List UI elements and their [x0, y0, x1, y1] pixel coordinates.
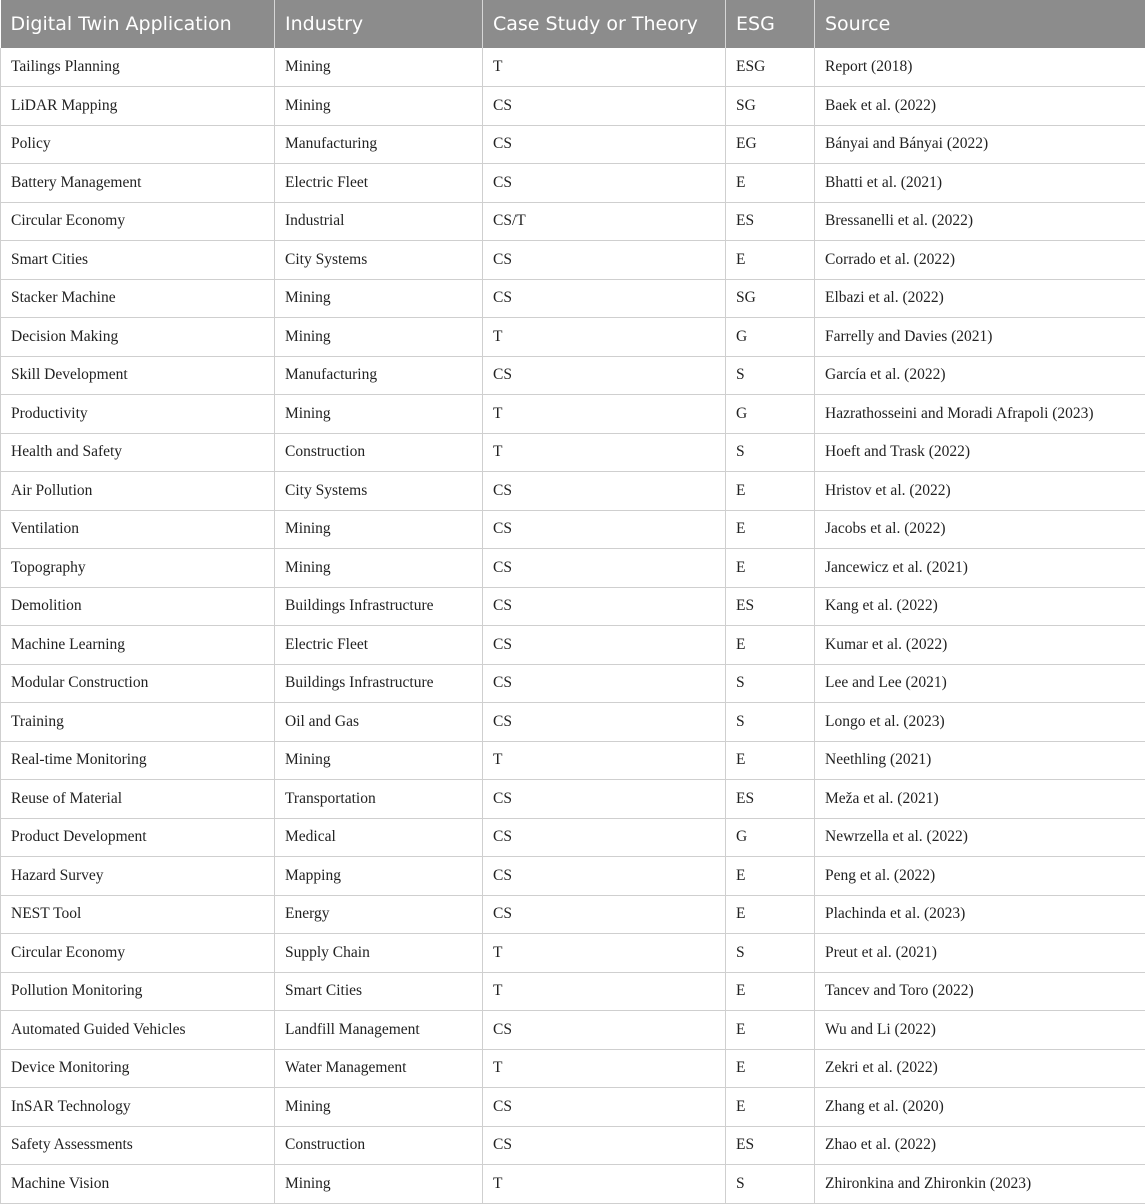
cell-esg: E: [726, 741, 815, 780]
cell-case-study-or-theory: CS: [483, 626, 726, 665]
cell-industry: Manufacturing: [275, 125, 483, 164]
cell-esg: E: [726, 857, 815, 896]
cell-esg: E: [726, 549, 815, 588]
cell-application: Battery Management: [1, 164, 275, 203]
cell-industry: City Systems: [275, 472, 483, 511]
table-row: [1, 741, 1145, 780]
cell-esg: SG: [726, 87, 815, 126]
header-application: Digital Twin Application: [1, 0, 275, 48]
cell-esg: E: [726, 1011, 815, 1050]
cell-application: Health and Safety: [1, 433, 275, 472]
cell-industry: Mining: [275, 48, 483, 87]
cell-industry: Smart Cities: [275, 972, 483, 1011]
cell-case-study-or-theory: T: [483, 395, 726, 434]
cell-source: Hristov et al. (2022): [815, 472, 1145, 511]
table-row: [1, 356, 1145, 395]
cell-esg: S: [726, 703, 815, 742]
cell-application: Smart Cities: [1, 241, 275, 280]
header-case-study-or-theory: Case Study or Theory: [483, 0, 726, 48]
cell-source: Kang et al. (2022): [815, 587, 1145, 626]
cell-industry: Mining: [275, 741, 483, 780]
cell-case-study-or-theory: CS: [483, 1088, 726, 1127]
cell-application: NEST Tool: [1, 895, 275, 934]
cell-industry: Water Management: [275, 1049, 483, 1088]
cell-application: Skill Development: [1, 356, 275, 395]
cell-esg: ESG: [726, 48, 815, 87]
table-row: [1, 780, 1145, 819]
cell-industry: City Systems: [275, 241, 483, 280]
cell-source: Bányai and Bányai (2022): [815, 125, 1145, 164]
cell-application: Topography: [1, 549, 275, 588]
cell-source: Neethling (2021): [815, 741, 1145, 780]
cell-application: Tailings Planning: [1, 48, 275, 87]
cell-case-study-or-theory: CS: [483, 587, 726, 626]
table-row: [1, 87, 1145, 126]
table-row: [1, 510, 1145, 549]
cell-industry: Landfill Management: [275, 1011, 483, 1050]
cell-source: Longo et al. (2023): [815, 703, 1145, 742]
cell-esg: E: [726, 164, 815, 203]
cell-source: Zhao et al. (2022): [815, 1126, 1145, 1165]
table-row: [1, 48, 1145, 87]
cell-esg: E: [726, 472, 815, 511]
table-row: [1, 818, 1145, 857]
cell-esg: E: [726, 510, 815, 549]
cell-source: Report (2018): [815, 48, 1145, 87]
cell-esg: S: [726, 356, 815, 395]
cell-industry: Construction: [275, 1126, 483, 1165]
cell-source: Farrelly and Davies (2021): [815, 318, 1145, 357]
cell-industry: Mining: [275, 510, 483, 549]
cell-industry: Transportation: [275, 780, 483, 819]
table-row: [1, 934, 1145, 973]
cell-application: LiDAR Mapping: [1, 87, 275, 126]
cell-esg: E: [726, 972, 815, 1011]
cell-application: Circular Economy: [1, 202, 275, 241]
cell-source: Jancewicz et al. (2021): [815, 549, 1145, 588]
table-row: [1, 1011, 1145, 1050]
cell-case-study-or-theory: CS: [483, 164, 726, 203]
header-row: [1, 0, 1145, 48]
cell-industry: Manufacturing: [275, 356, 483, 395]
cell-industry: Mining: [275, 279, 483, 318]
table-row: [1, 549, 1145, 588]
table-row: [1, 1049, 1145, 1088]
cell-case-study-or-theory: CS: [483, 1126, 726, 1165]
cell-industry: Medical: [275, 818, 483, 857]
cell-esg: S: [726, 934, 815, 973]
cell-source: Kumar et al. (2022): [815, 626, 1145, 665]
table-row: [1, 1088, 1145, 1127]
cell-application: Air Pollution: [1, 472, 275, 511]
cell-application: Productivity: [1, 395, 275, 434]
cell-application: Training: [1, 703, 275, 742]
cell-industry: Mining: [275, 549, 483, 588]
cell-esg: EG: [726, 125, 815, 164]
cell-case-study-or-theory: T: [483, 972, 726, 1011]
table-row: [1, 972, 1145, 1011]
cell-source: Wu and Li (2022): [815, 1011, 1145, 1050]
cell-case-study-or-theory: CS: [483, 895, 726, 934]
cell-case-study-or-theory: CS: [483, 241, 726, 280]
cell-esg: G: [726, 818, 815, 857]
table-row: [1, 318, 1145, 357]
cell-esg: E: [726, 1049, 815, 1088]
table-row: [1, 1126, 1145, 1165]
cell-case-study-or-theory: T: [483, 433, 726, 472]
cell-application: Pollution Monitoring: [1, 972, 275, 1011]
header-esg: ESG: [726, 0, 815, 48]
cell-case-study-or-theory: T: [483, 1165, 726, 1204]
cell-application: Automated Guided Vehicles: [1, 1011, 275, 1050]
cell-case-study-or-theory: CS: [483, 279, 726, 318]
cell-application: Device Monitoring: [1, 1049, 275, 1088]
cell-industry: Energy: [275, 895, 483, 934]
cell-application: Stacker Machine: [1, 279, 275, 318]
cell-source: Elbazi et al. (2022): [815, 279, 1145, 318]
table-row: [1, 895, 1145, 934]
cell-case-study-or-theory: CS/T: [483, 202, 726, 241]
cell-application: Safety Assessments: [1, 1126, 275, 1165]
table-row: [1, 664, 1145, 703]
cell-industry: Oil and Gas: [275, 703, 483, 742]
cell-application: Demolition: [1, 587, 275, 626]
cell-industry: Electric Fleet: [275, 626, 483, 665]
table-row: [1, 1165, 1145, 1204]
cell-esg: E: [726, 626, 815, 665]
header-source: Source: [815, 0, 1145, 48]
cell-application: Policy: [1, 125, 275, 164]
cell-industry: Buildings Infrastructure: [275, 664, 483, 703]
cell-source: Plachinda et al. (2023): [815, 895, 1145, 934]
cell-esg: E: [726, 241, 815, 280]
cell-esg: E: [726, 1088, 815, 1127]
cell-application: Reuse of Material: [1, 780, 275, 819]
cell-esg: ES: [726, 780, 815, 819]
cell-case-study-or-theory: T: [483, 48, 726, 87]
cell-esg: S: [726, 433, 815, 472]
cell-case-study-or-theory: T: [483, 318, 726, 357]
table-row: [1, 279, 1145, 318]
table-row: [1, 395, 1145, 434]
table-header: [1, 0, 1145, 48]
cell-esg: ES: [726, 587, 815, 626]
cell-industry: Buildings Infrastructure: [275, 587, 483, 626]
table-row: [1, 241, 1145, 280]
cell-source: Peng et al. (2022): [815, 857, 1145, 896]
cell-source: Zhironkina and Zhironkin (2023): [815, 1165, 1145, 1204]
cell-case-study-or-theory: CS: [483, 664, 726, 703]
cell-industry: Electric Fleet: [275, 164, 483, 203]
cell-application: Real-time Monitoring: [1, 741, 275, 780]
cell-source: Zekri et al. (2022): [815, 1049, 1145, 1088]
cell-esg: E: [726, 895, 815, 934]
cell-case-study-or-theory: T: [483, 741, 726, 780]
table-row: [1, 433, 1145, 472]
cell-source: Newrzella et al. (2022): [815, 818, 1145, 857]
cell-source: Corrado et al. (2022): [815, 241, 1145, 280]
cell-esg: ES: [726, 202, 815, 241]
table-row: [1, 626, 1145, 665]
cell-application: Hazard Survey: [1, 857, 275, 896]
cell-industry: Industrial: [275, 202, 483, 241]
cell-case-study-or-theory: CS: [483, 510, 726, 549]
cell-esg: S: [726, 664, 815, 703]
cell-source: Bhatti et al. (2021): [815, 164, 1145, 203]
cell-case-study-or-theory: T: [483, 934, 726, 973]
cell-application: Modular Construction: [1, 664, 275, 703]
cell-esg: G: [726, 395, 815, 434]
cell-esg: S: [726, 1165, 815, 1204]
cell-application: Machine Vision: [1, 1165, 275, 1204]
table-body: [1, 48, 1145, 1203]
cell-application: Machine Learning: [1, 626, 275, 665]
cell-case-study-or-theory: CS: [483, 125, 726, 164]
cell-application: Circular Economy: [1, 934, 275, 973]
cell-source: Preut et al. (2021): [815, 934, 1145, 973]
cell-case-study-or-theory: CS: [483, 703, 726, 742]
cell-case-study-or-theory: CS: [483, 857, 726, 896]
cell-industry: Mining: [275, 1165, 483, 1204]
header-industry: Industry: [275, 0, 483, 48]
cell-source: Zhang et al. (2020): [815, 1088, 1145, 1127]
cell-source: García et al. (2022): [815, 356, 1145, 395]
cell-application: Product Development: [1, 818, 275, 857]
table-row: [1, 857, 1145, 896]
cell-esg: G: [726, 318, 815, 357]
table-row: [1, 587, 1145, 626]
cell-esg: ES: [726, 1126, 815, 1165]
cell-esg: SG: [726, 279, 815, 318]
cell-source: Hoeft and Trask (2022): [815, 433, 1145, 472]
table-row: [1, 472, 1145, 511]
table-row: [1, 125, 1145, 164]
cell-application: InSAR Technology: [1, 1088, 275, 1127]
cell-case-study-or-theory: CS: [483, 472, 726, 511]
cell-industry: Mapping: [275, 857, 483, 896]
cell-source: Baek et al. (2022): [815, 87, 1145, 126]
table-row: [1, 164, 1145, 203]
cell-source: Hazrathosseini and Moradi Afrapoli (2023): [815, 395, 1145, 434]
cell-source: Lee and Lee (2021): [815, 664, 1145, 703]
cell-industry: Mining: [275, 395, 483, 434]
cell-industry: Mining: [275, 87, 483, 126]
cell-industry: Mining: [275, 318, 483, 357]
cell-source: Tancev and Toro (2022): [815, 972, 1145, 1011]
cell-source: Jacobs et al. (2022): [815, 510, 1145, 549]
cell-case-study-or-theory: CS: [483, 87, 726, 126]
cell-industry: Mining: [275, 1088, 483, 1127]
cell-industry: Supply Chain: [275, 934, 483, 973]
cell-case-study-or-theory: CS: [483, 356, 726, 395]
cell-industry: Construction: [275, 433, 483, 472]
cell-source: Meža et al. (2021): [815, 780, 1145, 819]
table-row: [1, 202, 1145, 241]
cell-case-study-or-theory: CS: [483, 1011, 726, 1050]
cell-application: Decision Making: [1, 318, 275, 357]
cell-source: Bressanelli et al. (2022): [815, 202, 1145, 241]
cell-application: Ventilation: [1, 510, 275, 549]
table-row: [1, 703, 1145, 742]
cell-case-study-or-theory: CS: [483, 549, 726, 588]
cell-case-study-or-theory: CS: [483, 818, 726, 857]
cell-case-study-or-theory: T: [483, 1049, 726, 1088]
cell-case-study-or-theory: CS: [483, 780, 726, 819]
